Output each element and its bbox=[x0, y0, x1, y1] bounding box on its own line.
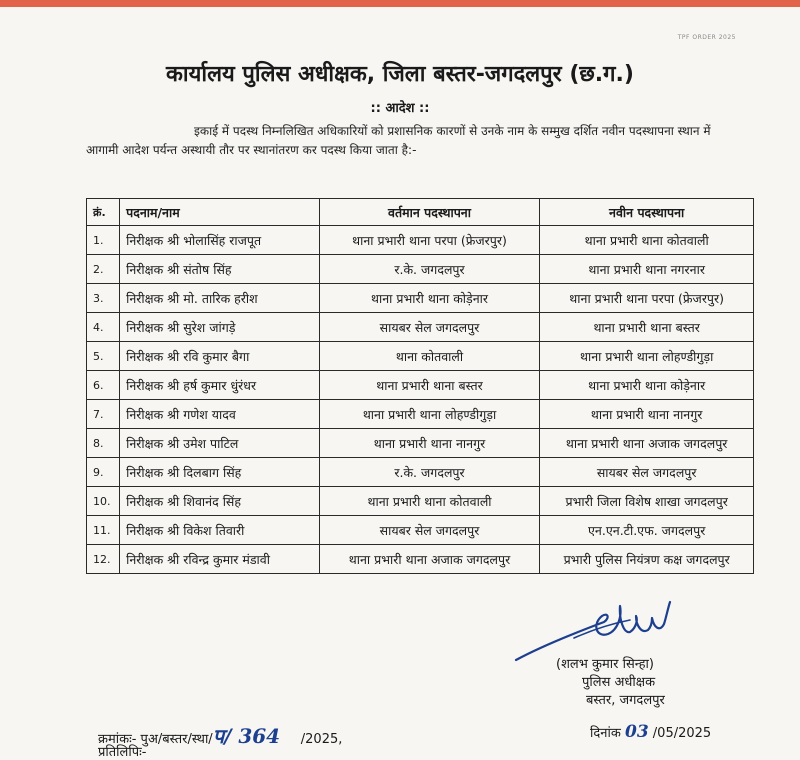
cell-current-posting: थाना प्रभारी थाना कोड़ेनार bbox=[319, 284, 540, 313]
cell-new-posting: थाना प्रभारी थाना कोतवाली bbox=[540, 226, 754, 255]
cell-serial: 11. bbox=[87, 516, 120, 545]
cell-current-posting: र.के. जगदलपुर bbox=[319, 458, 540, 487]
table-row bbox=[87, 400, 754, 429]
order-date bbox=[590, 722, 711, 742]
cell-new-posting: सायबर सेल जगदलपुर bbox=[540, 458, 754, 487]
cell-serial: 7. bbox=[87, 400, 120, 429]
cell-new-posting: थाना प्रभारी थाना लोहण्डीगुड़ा bbox=[540, 342, 754, 371]
cell-officer-name: निरीक्षक श्री गणेश यादव bbox=[120, 400, 320, 429]
table-row bbox=[87, 255, 754, 284]
reference-year: /2025, bbox=[300, 732, 343, 747]
reference-handwritten-number: प/ 364 bbox=[212, 724, 281, 748]
order-intro-paragraph: इकाई में पदस्थ निम्नलिखित अधिकारियों को प्रशासनिक कारणों से उनके नाम के सम्मुख दर्शित नवीन पदस्थापना स्थान में आगामी आदेश पर्यन्त अस्थायी तौर पर स्थानांतरण कर पदस्थ किया जाता है:- bbox=[86, 124, 711, 157]
cell-officer-name: निरीक्षक श्री रविन्द्र कुमार मंडावी bbox=[120, 545, 320, 574]
cell-current-posting: थाना प्रभारी थाना परपा (फ्रेजरपुर) bbox=[319, 226, 540, 255]
cell-current-posting: थाना प्रभारी थाना अजाक जगदलपुर bbox=[319, 545, 540, 574]
cell-officer-name: निरीक्षक श्री मो. तारिक हरीश bbox=[120, 284, 320, 313]
top-accent-bar bbox=[0, 0, 800, 7]
cell-officer-name: निरीक्षक श्री उमेश पाटिल bbox=[120, 429, 320, 458]
cell-serial: 9. bbox=[87, 458, 120, 487]
cell-officer-name: निरीक्षक श्री संतोष सिंह bbox=[120, 255, 320, 284]
cell-officer-name: निरीक्षक श्री शिवानंद सिंह bbox=[120, 487, 320, 516]
header-name: पदनाम/नाम bbox=[120, 199, 320, 226]
cell-new-posting: एन.एन.टी.एफ. जगदलपुर bbox=[540, 516, 754, 545]
table-row bbox=[87, 226, 754, 255]
cell-serial: 10. bbox=[87, 487, 120, 516]
cell-current-posting: र.के. जगदलपुर bbox=[319, 255, 540, 284]
table-row bbox=[87, 284, 754, 313]
cell-serial: 5. bbox=[87, 342, 120, 371]
cell-current-posting: थाना प्रभारी थाना नानगुर bbox=[319, 429, 540, 458]
cell-new-posting: थाना प्रभारी थाना नानगुर bbox=[540, 400, 754, 429]
table-row bbox=[87, 371, 754, 400]
copy-to-label: प्रतिलिपिः- bbox=[98, 745, 147, 760]
cell-new-posting: थाना प्रभारी थाना अजाक जगदलपुर bbox=[540, 429, 754, 458]
cell-officer-name: निरीक्षक श्री रवि कुमार बैगा bbox=[120, 342, 320, 371]
cell-officer-name: निरीक्षक श्री दिलबाग सिंह bbox=[120, 458, 320, 487]
cell-serial: 8. bbox=[87, 429, 120, 458]
cell-current-posting: थाना कोतवाली bbox=[319, 342, 540, 371]
date-day-handwritten: 03 bbox=[624, 722, 649, 742]
corner-note: TPF ORDER 2025 bbox=[677, 34, 736, 41]
cell-serial: 1. bbox=[87, 226, 120, 255]
table-row bbox=[87, 545, 754, 574]
signatory-name: (शलभ कुमार सिन्हा) bbox=[556, 657, 654, 672]
cell-new-posting: थाना प्रभारी थाना परपा (फ्रेजरपुर) bbox=[540, 284, 754, 313]
cell-serial: 2. bbox=[87, 255, 120, 284]
cell-new-posting: थाना प्रभारी थाना बस्तर bbox=[540, 313, 754, 342]
table-row bbox=[87, 342, 754, 371]
cell-new-posting: प्रभारी पुलिस नियंत्रण कक्ष जगदलपुर bbox=[540, 545, 754, 574]
cell-new-posting: थाना प्रभारी थाना कोड़ेनार bbox=[540, 371, 754, 400]
table-header-row bbox=[87, 199, 754, 226]
cell-officer-name: निरीक्षक श्री विकेश तिवारी bbox=[120, 516, 320, 545]
cell-new-posting: प्रभारी जिला विशेष शाखा जगदलपुर bbox=[540, 487, 754, 516]
signatory-designation: पुलिस अधीक्षक bbox=[582, 675, 656, 690]
cell-officer-name: निरीक्षक श्री भोलासिंह राजपूत bbox=[120, 226, 320, 255]
cell-officer-name: निरीक्षक श्री सुरेश जांगड़े bbox=[120, 313, 320, 342]
reference-label: क्रमांकः- पुअ/बस्तर/स्था/ bbox=[98, 732, 213, 747]
cell-serial: 4. bbox=[87, 313, 120, 342]
table-row bbox=[87, 516, 754, 545]
cell-current-posting: थाना प्रभारी थाना कोतवाली bbox=[319, 487, 540, 516]
order-heading: :: आदेश :: bbox=[370, 101, 430, 116]
signatory-place: बस्तर, जगदलपुर bbox=[586, 693, 665, 708]
date-label: दिनांक bbox=[590, 726, 621, 741]
table-row bbox=[87, 313, 754, 342]
cell-serial: 3. bbox=[87, 284, 120, 313]
office-title: कार्यालय पुलिस अधीक्षक, जिला बस्तर-जगदलपुर (छ.ग.) bbox=[166, 62, 634, 87]
cell-current-posting: सायबर सेल जगदलपुर bbox=[319, 313, 540, 342]
date-rest: /05/2025 bbox=[652, 726, 712, 741]
cell-current-posting: थाना प्रभारी थाना बस्तर bbox=[319, 371, 540, 400]
table-row bbox=[87, 487, 754, 516]
header-serial: क्रं. bbox=[87, 199, 120, 226]
cell-new-posting: थाना प्रभारी थाना नगरनार bbox=[540, 255, 754, 284]
transfer-table bbox=[86, 198, 754, 574]
signatory-block bbox=[556, 656, 665, 710]
cell-current-posting: थाना प्रभारी थाना लोहण्डीगुड़ा bbox=[319, 400, 540, 429]
header-new-posting: नवीन पदस्थापना bbox=[540, 199, 754, 226]
signature-mark bbox=[512, 594, 682, 664]
cell-current-posting: सायबर सेल जगदलपुर bbox=[319, 516, 540, 545]
table-row bbox=[87, 458, 754, 487]
cell-serial: 6. bbox=[87, 371, 120, 400]
cell-officer-name: निरीक्षक श्री हर्ष कुमार धुंरंधर bbox=[120, 371, 320, 400]
table-row bbox=[87, 429, 754, 458]
header-current-posting: वर्तमान पदस्थापना bbox=[319, 199, 540, 226]
cell-serial: 12. bbox=[87, 545, 120, 574]
